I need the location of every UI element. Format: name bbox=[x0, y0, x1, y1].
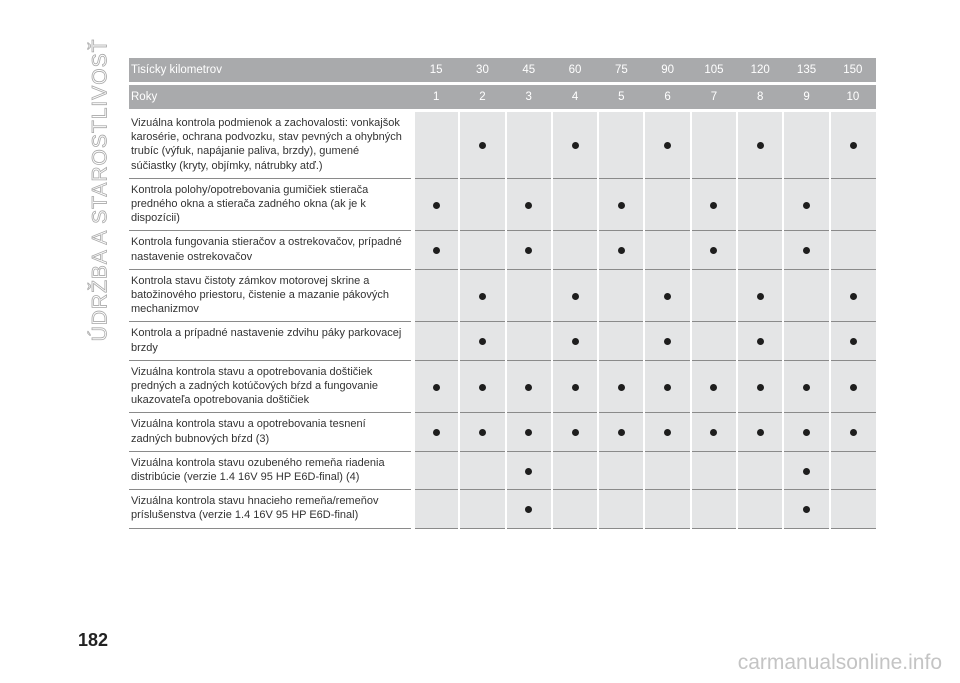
schedule-cell bbox=[459, 111, 505, 179]
km-header-cell: 30 bbox=[459, 58, 505, 84]
schedule-cell bbox=[552, 231, 598, 269]
schedule-cell bbox=[783, 231, 829, 269]
schedule-cell bbox=[737, 111, 783, 179]
maintenance-schedule-table bbox=[129, 58, 876, 529]
schedule-cell bbox=[552, 413, 598, 451]
schedule-row bbox=[129, 231, 876, 269]
schedule-cell bbox=[413, 360, 459, 413]
schedule-cell bbox=[552, 490, 598, 528]
schedule-cell bbox=[552, 451, 598, 489]
schedule-cell bbox=[830, 231, 876, 269]
schedule-cell bbox=[552, 111, 598, 179]
schedule-cell bbox=[691, 322, 737, 360]
years-header-label: Roky bbox=[129, 84, 413, 111]
schedule-cell bbox=[830, 178, 876, 231]
scheduled-dot-icon bbox=[803, 506, 810, 513]
schedule-row bbox=[129, 111, 876, 179]
years-header-cell: 1 bbox=[413, 84, 459, 111]
scheduled-dot-icon bbox=[572, 293, 579, 300]
scheduled-dot-icon bbox=[803, 384, 810, 391]
scheduled-dot-icon bbox=[803, 429, 810, 436]
schedule-cell bbox=[783, 322, 829, 360]
schedule-cell bbox=[737, 360, 783, 413]
scheduled-dot-icon bbox=[850, 384, 857, 391]
schedule-cell bbox=[506, 231, 552, 269]
schedule-row bbox=[129, 360, 876, 413]
schedule-cell bbox=[459, 322, 505, 360]
schedule-cell bbox=[691, 269, 737, 322]
years-header-cell: 8 bbox=[737, 84, 783, 111]
schedule-cell bbox=[598, 178, 644, 231]
schedule-cell bbox=[691, 360, 737, 413]
schedule-cell bbox=[506, 490, 552, 528]
schedule-cell bbox=[552, 178, 598, 231]
schedule-cell bbox=[691, 490, 737, 528]
schedule-cell bbox=[413, 322, 459, 360]
schedule-cell bbox=[644, 413, 690, 451]
schedule-cell bbox=[598, 360, 644, 413]
schedule-item-text: Vizuálna kontrola podmienok a zachovalosti: vonkajšok karosérie, ochrana podvozku, stav pevných a ohybných trubíc (výfuk, napájanie paliva, brzdy), gumené súčiastky (kryty, objímky, nátrubky atď.) bbox=[129, 111, 413, 179]
km-header-cell: 150 bbox=[830, 58, 876, 84]
scheduled-dot-icon bbox=[525, 202, 532, 209]
page-number: 182 bbox=[78, 630, 109, 650]
scheduled-dot-icon bbox=[618, 247, 625, 254]
schedule-cell bbox=[598, 111, 644, 179]
scheduled-dot-icon bbox=[525, 468, 532, 475]
watermark: carmanualsonline.info bbox=[737, 651, 942, 674]
schedule-row bbox=[129, 490, 876, 528]
years-header-cell: 10 bbox=[830, 84, 876, 111]
schedule-row bbox=[129, 451, 876, 489]
years-header-row bbox=[129, 84, 876, 111]
schedule-cell bbox=[506, 451, 552, 489]
schedule-cell bbox=[691, 451, 737, 489]
scheduled-dot-icon bbox=[757, 384, 764, 391]
scheduled-dot-icon bbox=[479, 142, 486, 149]
schedule-cell bbox=[737, 269, 783, 322]
scheduled-dot-icon bbox=[525, 247, 532, 254]
scheduled-dot-icon bbox=[710, 247, 717, 254]
schedule-item-text: Kontrola fungovania stieračov a ostrekovačov, prípadné nastavenie ostrekovačov bbox=[129, 231, 413, 269]
schedule-cell bbox=[413, 451, 459, 489]
schedule-item-text: Kontrola a prípadné nastavenie zdvihu páky parkovacej brzdy bbox=[129, 322, 413, 360]
years-header-cell: 7 bbox=[691, 84, 737, 111]
scheduled-dot-icon bbox=[710, 384, 717, 391]
schedule-item-text: Vizuálna kontrola stavu a opotrebovania tesnení zadných bubnových bŕzd (3) bbox=[129, 413, 413, 451]
schedule-cell bbox=[598, 451, 644, 489]
years-header-cell: 5 bbox=[598, 84, 644, 111]
schedule-row bbox=[129, 413, 876, 451]
km-header-cell: 60 bbox=[552, 58, 598, 84]
schedule-body bbox=[129, 58, 876, 528]
schedule-cell bbox=[506, 111, 552, 179]
scheduled-dot-icon bbox=[572, 429, 579, 436]
scheduled-dot-icon bbox=[479, 429, 486, 436]
schedule-cell bbox=[830, 413, 876, 451]
scheduled-dot-icon bbox=[479, 293, 486, 300]
km-header-row bbox=[129, 58, 876, 84]
scheduled-dot-icon bbox=[433, 202, 440, 209]
km-header-cell: 135 bbox=[783, 58, 829, 84]
schedule-cell bbox=[459, 269, 505, 322]
schedule-cell bbox=[644, 360, 690, 413]
schedule-cell bbox=[413, 269, 459, 322]
schedule-cell bbox=[552, 360, 598, 413]
scheduled-dot-icon bbox=[433, 384, 440, 391]
schedule-cell bbox=[830, 269, 876, 322]
schedule-cell bbox=[506, 178, 552, 231]
scheduled-dot-icon bbox=[850, 429, 857, 436]
km-header-cell: 45 bbox=[506, 58, 552, 84]
schedule-cell bbox=[459, 360, 505, 413]
schedule-row bbox=[129, 322, 876, 360]
schedule-cell bbox=[644, 451, 690, 489]
scheduled-dot-icon bbox=[572, 142, 579, 149]
schedule-cell bbox=[644, 178, 690, 231]
years-header-cell: 6 bbox=[644, 84, 690, 111]
schedule-cell bbox=[691, 231, 737, 269]
schedule-cell bbox=[737, 178, 783, 231]
scheduled-dot-icon bbox=[572, 384, 579, 391]
schedule-cell bbox=[459, 490, 505, 528]
schedule-cell bbox=[413, 413, 459, 451]
scheduled-dot-icon bbox=[803, 468, 810, 475]
schedule-item-text: Kontrola polohy/opotrebovania gumičiek stierača predného okna a stierača zadného okna (ak je k dispozícii) bbox=[129, 178, 413, 231]
schedule-cell bbox=[413, 178, 459, 231]
schedule-cell bbox=[783, 178, 829, 231]
scheduled-dot-icon bbox=[618, 429, 625, 436]
scheduled-dot-icon bbox=[618, 202, 625, 209]
schedule-item-text: Vizuálna kontrola stavu a opotrebovania doštičiek predných a zadných kotúčových bŕzd a fungovanie ukazovateľa opotrebovania doštičiek bbox=[129, 360, 413, 413]
scheduled-dot-icon bbox=[433, 247, 440, 254]
scheduled-dot-icon bbox=[850, 338, 857, 345]
schedule-cell bbox=[691, 178, 737, 231]
schedule-cell bbox=[830, 322, 876, 360]
scheduled-dot-icon bbox=[572, 338, 579, 345]
scheduled-dot-icon bbox=[664, 384, 671, 391]
schedule-cell bbox=[506, 360, 552, 413]
schedule-cell bbox=[737, 322, 783, 360]
schedule-cell bbox=[413, 490, 459, 528]
scheduled-dot-icon bbox=[850, 142, 857, 149]
schedule-cell bbox=[598, 490, 644, 528]
scheduled-dot-icon bbox=[710, 429, 717, 436]
scheduled-dot-icon bbox=[850, 293, 857, 300]
schedule-cell bbox=[459, 413, 505, 451]
schedule-cell bbox=[830, 451, 876, 489]
scheduled-dot-icon bbox=[664, 338, 671, 345]
schedule-cell bbox=[413, 111, 459, 179]
schedule-cell bbox=[737, 231, 783, 269]
schedule-cell bbox=[691, 413, 737, 451]
scheduled-dot-icon bbox=[479, 384, 486, 391]
scheduled-dot-icon bbox=[757, 293, 764, 300]
schedule-cell bbox=[459, 178, 505, 231]
scheduled-dot-icon bbox=[433, 429, 440, 436]
schedule-cell bbox=[737, 451, 783, 489]
scheduled-dot-icon bbox=[803, 247, 810, 254]
scheduled-dot-icon bbox=[710, 202, 717, 209]
schedule-cell bbox=[830, 111, 876, 179]
schedule-cell bbox=[598, 322, 644, 360]
km-header-cell: 75 bbox=[598, 58, 644, 84]
schedule-cell bbox=[598, 413, 644, 451]
schedule-cell bbox=[783, 451, 829, 489]
schedule-cell bbox=[644, 322, 690, 360]
schedule-cell bbox=[644, 490, 690, 528]
years-header-cell: 2 bbox=[459, 84, 505, 111]
schedule-cell bbox=[737, 413, 783, 451]
schedule-cell bbox=[644, 111, 690, 179]
schedule-cell bbox=[783, 490, 829, 528]
scheduled-dot-icon bbox=[479, 338, 486, 345]
km-header-label: Tisícky kilometrov bbox=[129, 58, 413, 84]
schedule-cell bbox=[644, 231, 690, 269]
schedule-cell bbox=[737, 490, 783, 528]
scheduled-dot-icon bbox=[525, 384, 532, 391]
schedule-cell bbox=[783, 269, 829, 322]
schedule-cell bbox=[459, 451, 505, 489]
schedule-item-text: Kontrola stavu čistoty zámkov motorovej skrine a batožinového priestoru, čistenie a mazanie pákových mechanizmov bbox=[129, 269, 413, 322]
schedule-cell bbox=[830, 490, 876, 528]
schedule-item-text: Vizuálna kontrola stavu hnacieho remeňa/remeňov príslušenstva (verzie 1.4 16V 95 HP E6D-final) bbox=[129, 490, 413, 528]
schedule-cell bbox=[644, 269, 690, 322]
scheduled-dot-icon bbox=[664, 142, 671, 149]
schedule-cell bbox=[552, 269, 598, 322]
years-header-cell: 9 bbox=[783, 84, 829, 111]
scheduled-dot-icon bbox=[664, 429, 671, 436]
scheduled-dot-icon bbox=[757, 142, 764, 149]
scheduled-dot-icon bbox=[757, 338, 764, 345]
scheduled-dot-icon bbox=[525, 429, 532, 436]
schedule-cell bbox=[691, 111, 737, 179]
section-title-vertical bbox=[78, 40, 122, 340]
schedule-cell bbox=[598, 231, 644, 269]
schedule-cell bbox=[413, 231, 459, 269]
km-header-cell: 105 bbox=[691, 58, 737, 84]
schedule-cell bbox=[783, 413, 829, 451]
schedule-cell bbox=[459, 231, 505, 269]
schedule-row bbox=[129, 178, 876, 231]
years-header-cell: 3 bbox=[506, 84, 552, 111]
schedule-cell bbox=[598, 269, 644, 322]
years-header-cell: 4 bbox=[552, 84, 598, 111]
scheduled-dot-icon bbox=[803, 202, 810, 209]
schedule-cell bbox=[552, 322, 598, 360]
scheduled-dot-icon bbox=[664, 293, 671, 300]
schedule-item-text: Vizuálna kontrola stavu ozubeného remeňa riadenia distribúcie (verzie 1.4 16V 95 HP E6D-final) (4) bbox=[129, 451, 413, 489]
schedule-cell bbox=[783, 360, 829, 413]
km-header-cell: 90 bbox=[644, 58, 690, 84]
schedule-cell bbox=[783, 111, 829, 179]
scheduled-dot-icon bbox=[525, 506, 532, 513]
schedule-cell bbox=[506, 413, 552, 451]
km-header-cell: 15 bbox=[413, 58, 459, 84]
schedule-cell bbox=[506, 322, 552, 360]
scheduled-dot-icon bbox=[618, 384, 625, 391]
scheduled-dot-icon bbox=[757, 429, 764, 436]
schedule-cell bbox=[506, 269, 552, 322]
km-header-cell: 120 bbox=[737, 58, 783, 84]
schedule-row bbox=[129, 269, 876, 322]
schedule-cell bbox=[830, 360, 876, 413]
section-title-text: ÚDRŽBA A STAROSTLIVOSŤ bbox=[88, 38, 112, 342]
